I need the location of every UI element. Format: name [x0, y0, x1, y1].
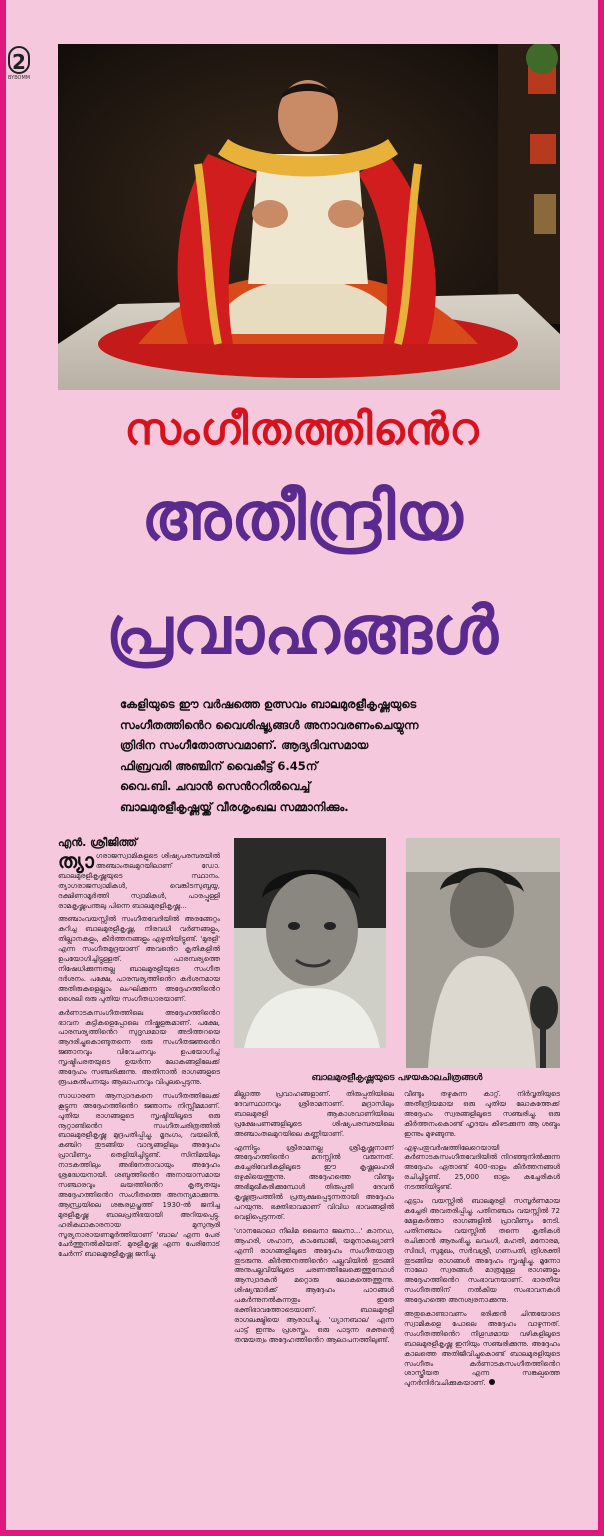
article-paragraph: എന്നിട്ടും ശ്രീരാമനല്ല ശ്രീകൃഷ്ണനാണ് അദ്ദേഹത്തിൻെറ മനസ്സിൽ വരുന്നത്. കച്ചേരിവേദികളിലൂടെ ഈ കൃഷ്ണലഹരി ഒഴുകിയെത്തുന്നു. അദ്ദേഹത്തെ വീണ്ടും അഭിമുഖീകരിക്കുമ്പോൾ തിരുപ്പതി ദേവൻ കൃഷ്ണരൂപത്തിൽ പ്രത്യക്ഷപ്പെടുന്നതായി അദ്ദേഹം പറയുന്നു. ഭക്തിഭാവമാണ് വിവിധ ഭാവങ്ങളിൽ വെളിപ്പെടുന്നത്.: [234, 1143, 394, 1221]
lead-line: കേളിയുടെ ഈ വർഷത്തെ ഉത്സവം ബാലമുരളീകൃഷ്ണയുടെ: [120, 697, 417, 711]
article-paragraph: എഴുപതുവർഷത്തിലേറെയായി കർണാടകസംഗീതവേദിയിൽ നിറഞ്ഞുനിൽക്കുന്ന അദ്ദേഹം ഏതാണ്ട് 400-ഓളം കീർത്തനങ്ങൾ രചിച്ചിട്ടുണ്ട്. 25,000 ഓളം കച്ചേരികൾ നടത്തിയിട്ടുണ്ട്.: [404, 1143, 560, 1192]
old-photo-right: [406, 838, 560, 1068]
lead-line: ഫിബ്രവരി അഞ്ചിന് വൈകീട്ട് 6.45ന്: [120, 758, 318, 773]
lead-line: ത്രിദിന സംഗീതോത്സവമാണ്. ആദ്യദിവസമായ: [120, 738, 369, 752]
article-paragraph: സാധാരണ ആസ്വാദകനെ സംഗീതത്തിലേക്ക് കൂട്ടുന്ന അദ്ദേഹത്തിൻെറ ജ്ഞാനം നിസ്സീമമാണ്. പുതിയ രാഗങ്ങളുടെ സൃഷ്ടിയിലൂടെ ഒരു നൂറ്റാണ്ടിൻെറ സംഗീതചരിത്രത്തിൽ ബാലമുരളീകൃഷ്ണ മുദ്രപതിപ്പിച്ചു. മൃദംഗം, വയലിൻ, കഞ്ചിറ തുടങ്ങിയ വാദ്യങ്ങളിലും അദ്ദേഹം പ്രാവീണ്യം തെളിയിച്ചിട്ടുണ്ട്. സിനിമയിലും നാടകത്തിലും അഭിനേതാവായും അദ്ദേഹം ശ്രദ്ധേയനായി. ശബ്ദത്തിൻെറ അനായാസമായ സഞ്ചാരവും ലയത്തിൻെറ കൃത്യതയും അദ്ദേഹത്തിൻെറ സംഗീതത്തെ അനന്യമാക്കുന്നു. ആന്ധ്രയിലെ ശങ്കരഗുപ്തത്ത് 1930-ൽ ജനിച്ച മുരളീകൃഷ്ണ ബാലപ്രതിഭയായി അറിയപ്പെട്ടു. ഹരികഥാകാരനായ മുസുനൂരി സൂര്യനാരായണമൂർത്തിയാണ് 'ബാല' എന്ന പേര് ചേർത്തുനൽകിയത്. മുരളീകൃഷ്ണ എന്ന പേരിനോട് ചേർന്ന് ബാലമുരളീകൃഷ്ണ ജനിച്ചു.: [58, 1091, 220, 1259]
main-photo: [58, 44, 560, 390]
old-photo-left: [234, 838, 386, 1048]
child-singer-with-microphone: [406, 838, 560, 1068]
young-singer-portrait: [234, 838, 386, 1048]
lead-line: വൈ.ബി. ചവാൻ സെൻററിൽവെച്ച്: [120, 779, 311, 793]
page-number-badge: [8, 46, 30, 81]
lead-line: ബാലമുരളീകൃഷ്ണയ്ക്ക് വീരശൃംഖല സമ്മാനിക്കും.: [120, 799, 349, 814]
article-paragraph: വീണ്ടും തഴുകുന്ന കാറ്റ്. നിർവൃതിയുടെ അതീന്ദ്രിയമായ ഒരു പുതിയ ലോകത്തേക്ക് അദ്ദേഹം സ്വരങ്ങളിലൂടെ സഞ്ചരിച്ചു. ഒരു കീർത്തനംകൊണ്ട് ഹൃദയം കീഴടക്കുന്ന ആ ശബ്ദം ഇന്നും മുഴങ്ങുന്നു.: [404, 1090, 560, 1138]
seated-singer-photo: [58, 44, 560, 390]
lead-line: സംഗീതത്തിൻെറ വൈശിഷ്ട്യങ്ങൾ അനാവരണംചെയ്യുന്ന: [120, 717, 419, 732]
article-paragraph: അതുകൊണ്ടാവണം ഭരിക്കൻ ചിന്തയോടെ സ്വാമികളെ പോലെ അദ്ദേഹം വാഴുന്നത്. സംഗീതത്തിൻെറ നിഗൂഢമായ വഴികളിലൂടെ ബാലമുരളീകൃഷ്ണ ഇനിയും സഞ്ചരിക്കുന്നു. അദ്ദേഹം കാലത്തെ അതിജീവിച്ചുകൊണ്ട് ബാലമുരളിയുടെ സംഗീതം കർണാടകസംഗീതത്തിൻെറ ശാസ്ത്രീയത എന്ന സങ്കല്പത്തെ പുനർനിർവചിക്കുകയാണ്.: [404, 1310, 560, 1388]
dropcap: ത്യാ: [58, 852, 94, 873]
headline-line-3: പ്രവാഹങ്ങൾ: [106, 592, 498, 669]
byline: എൻ. ശ്രീജിത്ത്: [58, 836, 138, 849]
article-paragraph: മില്ലാത്ത പ്രവാഹങ്ങളാണ്. തിരുപ്പതിയിലെ ദേവസ്ഥാനവും ശ്രീരാമനാണ്. മദ്രാസിലും ബാലമുരളി ആകാശവാണിയിലെ പ്രക്ഷേപണങ്ങളിലൂടെ ശിഷ്യപരമ്പരയിലെ അഞ്ചാംതലമുറയിലെ കണ്ണിയാണ്.: [234, 1090, 394, 1138]
article-column-3: [404, 1090, 560, 1486]
article-column-1: [58, 852, 220, 1482]
article-paragraph: എട്ടാം വയസ്സിൽ ബാലമുരളി സമ്പൂർണമായ കച്ചേരി അവതരിപ്പിച്ചു. പതിനഞ്ചാം വയസ്സിൽ 72 മേളകർത്താ രാഗങ്ങളിൽ പ്രാവീണ്യം നേടി. പതിനഞ്ചാം വയസ്സിൽ തന്നെ കൃതികൾ രചിക്കാൻ ആരംഭിച്ചു. ലവംഗി, മഹതി, മനോരമ, സിദ്ധി, സുമുഖം, സർവശ്രീ, ഗണപതി, ത്രിശക്തി തുടങ്ങിയ രാഗങ്ങൾ അദ്ദേഹം സൃഷ്ടിച്ചു. മൂന്നോ നാലോ സ്വരങ്ങൾ മാത്രമുള്ള രാഗങ്ങളും അദ്ദേഹത്തിൻെറ സംഭാവനയാണ്. ഭാരതീയ സംഗീതത്തിന് നൽകിയ സംഭാവനകൾ അദ്ദേഹത്തെ അനശ്വരനാക്കുന്നു.: [404, 1197, 560, 1305]
headline-line-1: സംഗീതത്തിൻെറ: [124, 404, 480, 455]
article-paragraph: ഗരാജസ്വാമികളുടെ ശിഷ്യപരമ്പരയിൽ അഞ്ചാംതലമുറയിലാണ് ഡോ. ബാലമുരളീകൃഷ്ണയുടെ സ്ഥാനം. ത്യാഗരാജസ്വാമികൾ, വെങ്കിടസുബ്ബയ്യ, ദക്ഷിണാമൂർത്തി സ്വാമികൾ, പാരപ്പുള്ളി രാമകൃഷ്ണപന്തലു പിന്നെ ബാലമുരളീകൃഷ്ണ...: [58, 852, 220, 910]
lead-paragraph: [120, 694, 560, 817]
section-label: BYBOMM: [8, 75, 31, 81]
page-number: 2: [8, 46, 30, 74]
photo-caption: ബാലമുരളീകൃഷ്ണയുടെ പഴയകാലചിത്രങ്ങൾ: [311, 1073, 483, 1083]
end-mark: [489, 1379, 495, 1385]
article-paragraph: കർണാടകസംഗീതത്തിലെ അദ്ദേഹത്തിൻെറ ഭാവന കുട്ടികളെപ്പോലെ നിഷ്കളങ്കമാണ്. പക്ഷേ, പാരമ്പര്യത്തിൻെറ സുദൃഢമായ അടിത്തറയെ ആദരിച്ചുകൊണ്ടുതന്നെ ഒരു സംഗീതജ്ഞൻെറ ജ്ഞാനവും വിവേചനവും ഉപയോഗിച്ച് സൃഷ്ടിപരതയുടെ ഉയർന്ന ലോകങ്ങളിലേക്ക് അദ്ദേഹം സഞ്ചരിക്കുന്നു. അതിനാൽ രാഗങ്ങളുടെ രൂപകൽപനയും ആലാപനവും വിപുലപ്പെടുന്നു.: [58, 1008, 220, 1086]
article-paragraph: 'ഗാനലോലാ നീലിമ ലൈനാ ജലനാ...' കാനഡ, ആഹരി, ശഹാന, കാംബോജി, യമുനാകല്യാണി എന്നീ രാഗങ്ങളിലൂടെ അദ്ദേഹം സംഗീതയാത്ര തുടരുന്നു. കീർത്തനത്തിൻെറ പല്ലവിയിൽ തുടങ്ങി അനുപല്ലവിയിലൂടെ ചരണത്തിലേക്കെത്തുമ്പോൾ ആസ്വാദകൻ മറ്റൊരു ലോകത്തെത്തുന്നു. ശിഷ്യന്മാർക്ക് ആദ്ദേഹം പാഠങ്ങൾ പകർന്നുനൽകുന്നതും ഇതേ ഭക്തിഭാവത്തോടെയാണ്. ബാലമുരളി രാഗലക്ഷ്മിയെ ആരാധിച്ചു. 'ധ്യാനബാല' എന്ന പാട്ട് ഇന്നും പ്രശസ്തം. ഒരു പാടുന്ന ഭക്തന്റെ തന്മയത്വം അദ്ദേഹത്തിൻെറ ആലാപനത്തിലുണ്ട്.: [234, 1226, 394, 1344]
article-paragraph: അഞ്ചാംവയസ്സിൽ സംഗീതവേദിയിൽ അരങ്ങേറ്റം കുറിച്ച ബാലമുരളീകൃഷ്ണ, നിരവധി വർണങ്ങളും, തില്ലാനകളും, കീർത്തനങ്ങളും എഴുതിയിട്ടുണ്ട്. 'മുരളി' എന്ന സംഗീതമുദ്രയാണ് അവൻെറ കൃതികളിൽ ഉപയോഗിച്ചിട്ടുള്ളത്. പാരമ്പര്യത്തെ നിഷേധിക്കുന്നതല്ല ബാലമുരളിയുടെ സംഗീത ദർശനം. പക്ഷേ, പാരമ്പര്യത്തിൻെറ കർശനമായ അതിരുകളെല്ലാം ലംഘിക്കുന്ന അദ്ദേഹത്തിൻെറ ശൈലി ഒരു പുതിയ സംഗീതധാരയാണ്.: [58, 915, 220, 1003]
headline-line-2: അതീന്ദ്രിയ: [141, 478, 463, 555]
article-column-2: [234, 1090, 394, 1486]
